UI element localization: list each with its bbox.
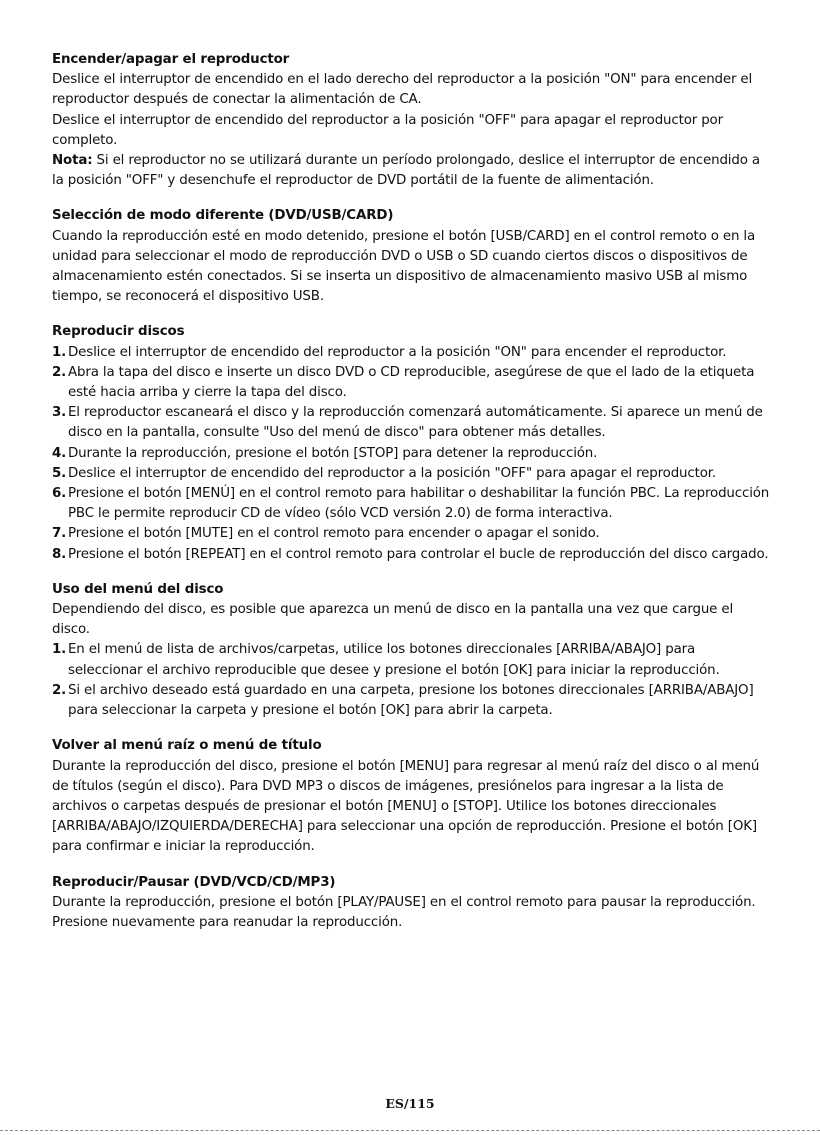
item-text: Abra la tapa del disco e inserte un disco DVD o CD reproducible, asegúrese de que el lado de la etiqueta esté hacia arriba y cierre la tapa del disco. (68, 364, 755, 401)
item-number: 1. (52, 642, 67, 658)
document-page (52, 50, 772, 948)
numbered-list (52, 343, 772, 565)
paragraph: Durante la reproducción, presione el botón [PLAY/PAUSE] en el control remoto para pausar la reproducción. Presione nuevamente para reanudar la reproducción. (52, 894, 756, 930)
note-paragraph (52, 151, 772, 191)
list-item (52, 681, 772, 721)
list-item (52, 524, 772, 544)
item-number: 3. (52, 405, 67, 421)
item-number: 6. (52, 486, 67, 502)
paragraph: Deslice el interruptor de encendido en el lado derecho del reproductor a la posición "ON" para encender el reproductor después de conectar la alimentación de CA. (52, 72, 753, 108)
item-text: En el menú de lista de archivos/carpetas, utilice los botones direccionales [ARRIBA/ABAJO] para seleccionar el archivo reproducible que desee y presione el botón [OK] para iniciar la reproducción. (68, 642, 720, 678)
item-number: 4. (52, 445, 67, 461)
item-text: Presione el botón [REPEAT] en el control remoto para controlar el bucle de reproducción del disco cargado. (68, 546, 769, 562)
item-number: 1. (52, 344, 67, 360)
list-item (52, 545, 772, 565)
section-mode-select (52, 206, 772, 307)
section-heading: Uso del menú del disco (52, 581, 224, 597)
section-heading: Encender/apagar el reproductor (52, 52, 290, 67)
numbered-list (52, 640, 772, 721)
item-text: Si el archivo deseado está guardado en una carpeta, presione los botones direccionales [ARRIBA/ABAJO] para seleccionar la carpeta y presione el botón [OK] para abrir la carpeta. (68, 682, 754, 719)
item-text: Deslice el interruptor de encendido del reproductor a la posición "OFF" para apagar el reproductor. (68, 465, 716, 481)
section-play-pause (52, 873, 772, 934)
item-number: 7. (52, 526, 67, 542)
list-item (52, 444, 772, 464)
paragraph: Durante la reproducción del disco, presione el botón [MENU] para regresar al menú raíz del disco o al menú de títulos (según el disco). Para DVD MP3 o discos de imágenes, presiónelos para ingresar a la lista de archivos o carpetas después de presionar el botón [MENU] o [STOP]. Utilice los botones direccionales [ARRIBA/ABAJO/IZQUIERDA/DERECHA] para seleccionar una opción de reproducción. Presione el botón [OK] para confirmar e iniciar la reproducción. (52, 758, 760, 855)
item-text: Deslice el interruptor de encendido del reproductor a la posición "ON" para encender el reproductor. (68, 344, 727, 360)
list-item (52, 464, 772, 484)
item-text: Presione el botón [MUTE] en el control remoto para encender o apagar el sonido. (68, 526, 600, 542)
list-item (52, 484, 772, 524)
item-text: Durante la reproducción, presione el botón [STOP] para detener la reproducción. (68, 445, 598, 461)
section-heading: Selección de modo diferente (DVD/USB/CARD) (52, 208, 394, 224)
list-item (52, 343, 772, 363)
item-number: 2. (52, 364, 67, 380)
item-number: 5. (52, 465, 67, 481)
section-heading: Reproducir discos (52, 324, 185, 340)
bottom-divider (0, 1130, 820, 1131)
section-heading: Reproducir/Pausar (DVD/VCD/CD/MP3) (52, 874, 336, 890)
item-text: El reproductor escaneará el disco y la reproducción comenzará automáticamente. Si aparece un menú de disco en la pantalla, consulte "Uso del menú de disco" para obtener más detalles. (68, 405, 763, 441)
page-number: ES/115 (385, 1096, 435, 1111)
paragraph: Cuando la reproducción esté en modo detenido, presione el botón [USB/CARD] en el control remoto o en la unidad para seleccionar el modo de reproducción DVD o USB o SD cuando ciertos discos o dispositivos de almacenamiento estén conectados. Si se inserta un dispositivo de almacenamiento masivo USB al mismo tiempo, se reconocerá el dispositivo USB. (52, 228, 756, 305)
paragraph: Deslice el interruptor de encendido del reproductor a la posición "OFF" para apagar el reproductor por completo. (52, 112, 723, 148)
section-power (52, 50, 772, 191)
item-number: 8. (52, 546, 67, 562)
item-number: 2. (52, 682, 67, 698)
list-item (52, 403, 772, 443)
item-text: Presione el botón [MENÚ] en el control remoto para habilitar o deshabilitar la función PBC. La reproducción PBC le permite reproducir CD de vídeo (sólo VCD versión 2.0) de forma interactiva. (68, 486, 770, 522)
list-item (52, 640, 772, 680)
section-disc-menu (52, 580, 772, 721)
paragraph: Dependiendo del disco, es posible que aparezca un menú de disco en la pantalla una vez que cargue el disco. (52, 602, 734, 638)
note-label: Nota: (52, 153, 93, 169)
note-text: Si el reproductor no se utilizará durante un período prolongado, deslice el interruptor de encendido a la posición "OFF" y desenchufe el reproductor de DVD portátil de la fuente de alimentación. (52, 153, 760, 189)
section-root-menu (52, 736, 772, 857)
list-item (52, 363, 772, 403)
section-heading: Volver al menú raíz o menú de título (52, 738, 322, 754)
section-play-discs (52, 322, 772, 564)
